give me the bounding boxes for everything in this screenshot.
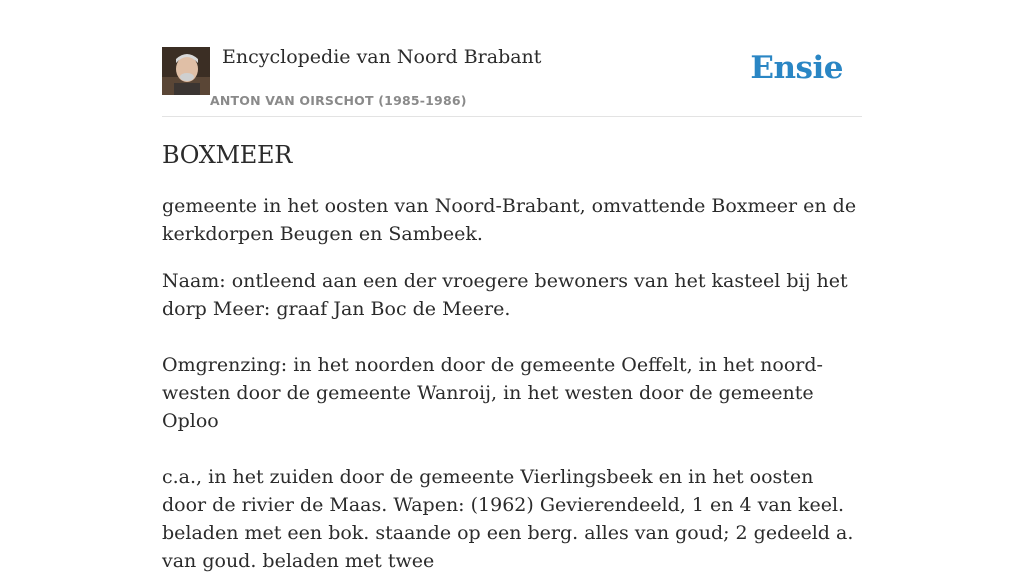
article-title: BOXMEER (162, 141, 293, 169)
ensie-logo[interactable]: Ensie (750, 50, 843, 86)
paragraph: Omgrenzing: in het noorden door de gemeente Oeffelt, in het noord-westen door de gemeente Wanroij, in het westen door de gemeente Oploo (162, 354, 823, 432)
article-body (162, 192, 862, 575)
header (162, 0, 862, 117)
paragraph-break (162, 323, 862, 351)
author-avatar[interactable] (162, 47, 210, 95)
paragraph: Naam: ontleend aan een der vroegere bewoners van het kasteel bij het dorp Meer: graaf Jan Boc de Meere. (162, 270, 848, 320)
paragraph: c.a., in het zuiden door de gemeente Vierlingsbeek en in het oosten door de rivier de Maas. Wapen: (1962) Gevierendeeld, 1 en 4 van keel. beladen met een bok. staande op een berg. alles van goud; 2 gedeeld a. van goud. beladen met twee (162, 466, 854, 572)
page-container (162, 0, 862, 572)
paragraph-break (162, 435, 862, 463)
paragraph: gemeente in het oosten van Noord-Brabant, omvattende Boxmeer en de kerkdorpen Beugen en Sambeek. (162, 195, 857, 245)
book-title[interactable]: Encyclopedie van Noord Brabant (222, 46, 542, 68)
author-name[interactable]: ANTON VAN OIRSCHOT (1985-1986) (210, 93, 467, 108)
